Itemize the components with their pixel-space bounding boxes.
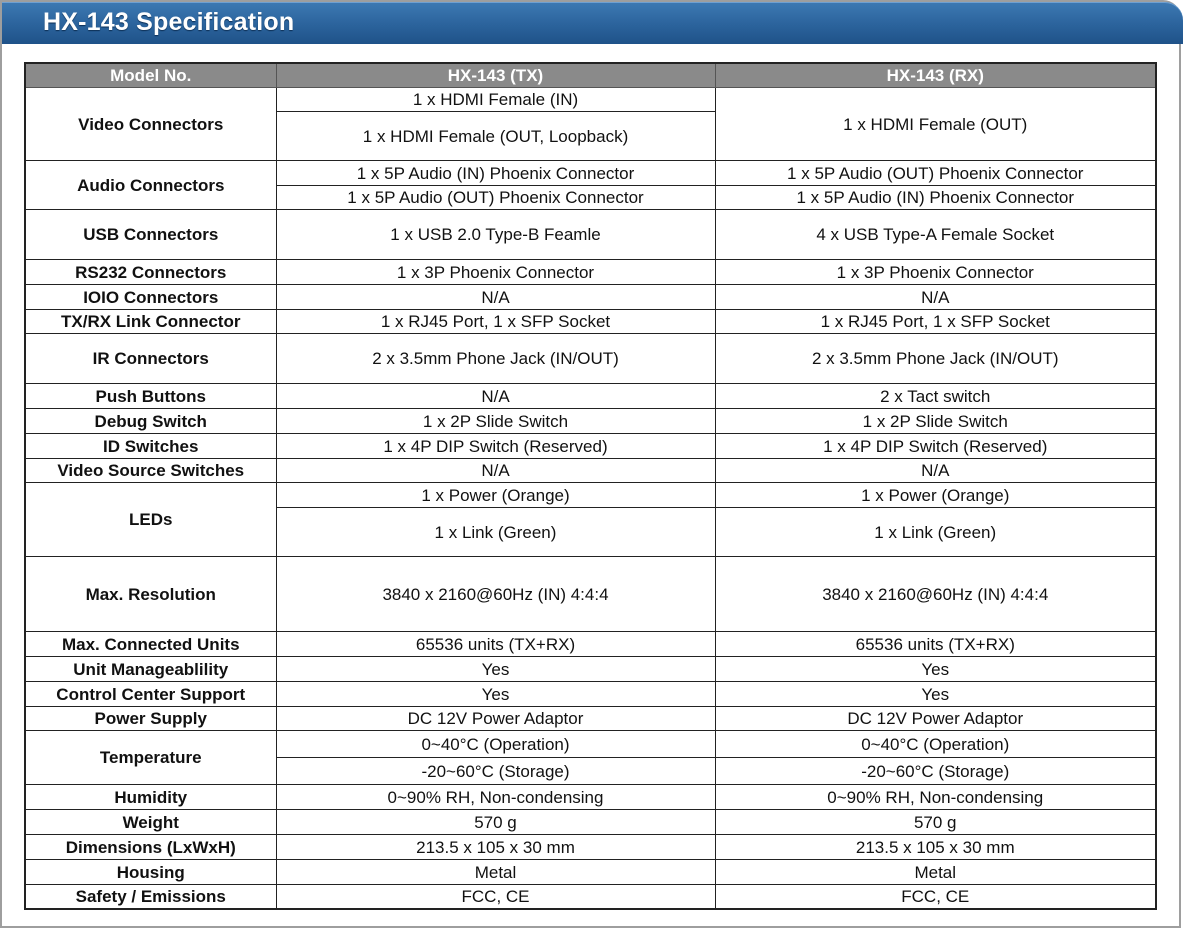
tx-cell: 213.5 x 105 x 30 mm <box>276 835 715 860</box>
rx-cell: 1 x 2P Slide Switch <box>715 409 1156 434</box>
tx-cell: 1 x 5P Audio (OUT) Phoenix Connector <box>276 186 715 210</box>
row-label: Housing <box>25 860 276 885</box>
rx-cell: Metal <box>715 860 1156 885</box>
row-label: Power Supply <box>25 707 276 731</box>
rx-cell: DC 12V Power Adaptor <box>715 707 1156 731</box>
header-model-no: Model No. <box>25 63 276 88</box>
tx-cell: N/A <box>276 459 715 483</box>
table-row <box>25 334 1156 384</box>
tx-cell: 1 x HDMI Female (IN) <box>276 88 715 112</box>
tx-cell: 1 x HDMI Female (OUT, Loopback) <box>276 112 715 161</box>
table-row <box>25 557 1156 632</box>
table-row <box>25 632 1156 657</box>
row-label: Push Buttons <box>25 384 276 409</box>
table-row <box>25 860 1156 885</box>
table-row <box>25 785 1156 810</box>
rx-cell: N/A <box>715 459 1156 483</box>
table-row <box>25 161 1156 186</box>
rx-cell: Yes <box>715 657 1156 682</box>
rx-cell: 570 g <box>715 810 1156 835</box>
table-row <box>25 260 1156 285</box>
title-bar <box>2 2 1183 44</box>
rx-cell: 1 x 4P DIP Switch (Reserved) <box>715 434 1156 459</box>
table-row <box>25 483 1156 508</box>
table-row <box>25 810 1156 835</box>
spec-table <box>24 62 1157 910</box>
row-label: TX/RX Link Connector <box>25 310 276 334</box>
page-title: HX-143 Specification <box>43 8 295 36</box>
rx-cell: 2 x 3.5mm Phone Jack (IN/OUT) <box>715 334 1156 384</box>
rx-cell: 1 x 3P Phoenix Connector <box>715 260 1156 285</box>
tx-cell: 1 x RJ45 Port, 1 x SFP Socket <box>276 310 715 334</box>
tx-cell: FCC, CE <box>276 885 715 909</box>
table-row <box>25 210 1156 260</box>
rx-cell: -20~60°C (Storage) <box>715 758 1156 785</box>
table-row <box>25 285 1156 310</box>
row-label: Debug Switch <box>25 409 276 434</box>
tx-cell: 1 x 4P DIP Switch (Reserved) <box>276 434 715 459</box>
tx-cell: 65536 units (TX+RX) <box>276 632 715 657</box>
row-label: USB Connectors <box>25 210 276 260</box>
rx-cell: 1 x RJ45 Port, 1 x SFP Socket <box>715 310 1156 334</box>
table-row <box>25 682 1156 707</box>
table-row <box>25 459 1156 483</box>
tx-cell: 1 x 2P Slide Switch <box>276 409 715 434</box>
row-label: Max. Connected Units <box>25 632 276 657</box>
row-label: LEDs <box>25 483 276 557</box>
row-label: Video Connectors <box>25 88 276 161</box>
tx-cell: N/A <box>276 285 715 310</box>
table-row <box>25 384 1156 409</box>
row-label: IR Connectors <box>25 334 276 384</box>
row-label: ID Switches <box>25 434 276 459</box>
row-label: Temperature <box>25 731 276 785</box>
row-label: RS232 Connectors <box>25 260 276 285</box>
rx-cell: 3840 x 2160@60Hz (IN) 4:4:4 <box>715 557 1156 632</box>
tx-cell: Yes <box>276 682 715 707</box>
tx-cell: Metal <box>276 860 715 885</box>
row-label: Audio Connectors <box>25 161 276 210</box>
row-label: Humidity <box>25 785 276 810</box>
rx-cell: 0~40°C (Operation) <box>715 731 1156 758</box>
tx-cell: 1 x 3P Phoenix Connector <box>276 260 715 285</box>
rx-cell: 65536 units (TX+RX) <box>715 632 1156 657</box>
row-label: Safety / Emissions <box>25 885 276 909</box>
header-rx: HX-143 (RX) <box>715 63 1156 88</box>
rx-cell: 1 x 5P Audio (IN) Phoenix Connector <box>715 186 1156 210</box>
tx-cell: 1 x Power (Orange) <box>276 483 715 508</box>
rx-cell: 4 x USB Type-A Female Socket <box>715 210 1156 260</box>
rx-cell: 1 x Link (Green) <box>715 508 1156 557</box>
rx-cell: FCC, CE <box>715 885 1156 909</box>
rx-cell: 0~90% RH, Non-condensing <box>715 785 1156 810</box>
table-row <box>25 657 1156 682</box>
tx-cell: 570 g <box>276 810 715 835</box>
row-label: Control Center Support <box>25 682 276 707</box>
table-row <box>25 835 1156 860</box>
row-label: Max. Resolution <box>25 557 276 632</box>
tx-cell: 1 x USB 2.0 Type-B Feamle <box>276 210 715 260</box>
rx-cell: 1 x HDMI Female (OUT) <box>715 88 1156 161</box>
tx-cell: 2 x 3.5mm Phone Jack (IN/OUT) <box>276 334 715 384</box>
tx-cell: 0~90% RH, Non-condensing <box>276 785 715 810</box>
tx-cell: 0~40°C (Operation) <box>276 731 715 758</box>
row-label: Weight <box>25 810 276 835</box>
rx-cell: 2 x Tact switch <box>715 384 1156 409</box>
tx-cell: DC 12V Power Adaptor <box>276 707 715 731</box>
table-row <box>25 434 1156 459</box>
table-row <box>25 707 1156 731</box>
tx-cell: 1 x 5P Audio (IN) Phoenix Connector <box>276 161 715 186</box>
rx-cell: Yes <box>715 682 1156 707</box>
header-tx: HX-143 (TX) <box>276 63 715 88</box>
rx-cell: N/A <box>715 285 1156 310</box>
tx-cell: Yes <box>276 657 715 682</box>
tx-cell: -20~60°C (Storage) <box>276 758 715 785</box>
tx-cell: 3840 x 2160@60Hz (IN) 4:4:4 <box>276 557 715 632</box>
tx-cell: 1 x Link (Green) <box>276 508 715 557</box>
row-label: IOIO Connectors <box>25 285 276 310</box>
tx-cell: N/A <box>276 384 715 409</box>
table-row <box>25 88 1156 112</box>
table-row <box>25 409 1156 434</box>
row-label: Dimensions (LxWxH) <box>25 835 276 860</box>
table-header-row <box>25 63 1156 88</box>
table-row <box>25 310 1156 334</box>
row-label: Video Source Switches <box>25 459 276 483</box>
rx-cell: 1 x Power (Orange) <box>715 483 1156 508</box>
rx-cell: 1 x 5P Audio (OUT) Phoenix Connector <box>715 161 1156 186</box>
rx-cell: 213.5 x 105 x 30 mm <box>715 835 1156 860</box>
row-label: Unit Manageablility <box>25 657 276 682</box>
table-row <box>25 885 1156 909</box>
table-row <box>25 731 1156 758</box>
